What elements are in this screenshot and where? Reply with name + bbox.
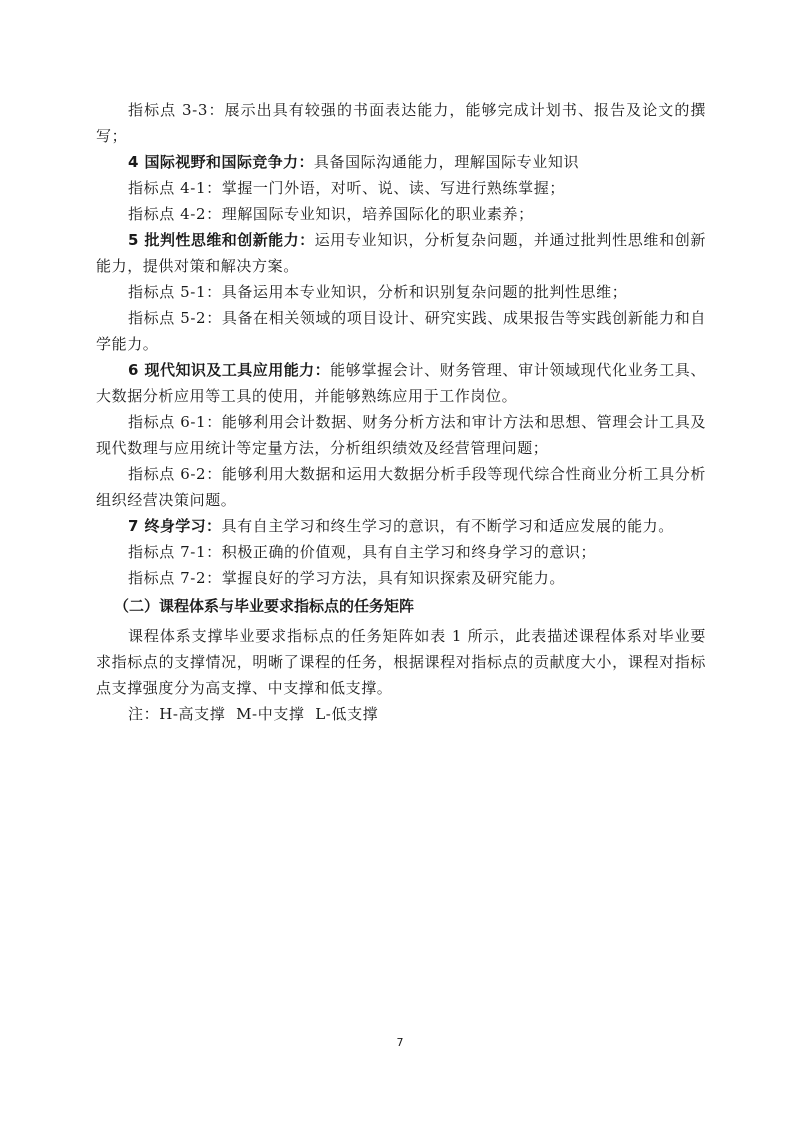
page-number: 7 <box>396 1036 404 1049</box>
paragraph-text: 具备国际沟通能力，理解国际专业知识 <box>313 153 580 171</box>
paragraph-indicator-7-1 <box>96 539 706 565</box>
paragraph-text: 指标点 5-1：具备运用本专业知识，分析和识别复杂问题的批判性思维； <box>128 283 628 301</box>
paragraph-indicator-4-2 <box>96 201 706 227</box>
paragraph-indicator-7-2 <box>96 565 706 591</box>
support-level-note: 注：H-高支撑 M-中支撑 L-低支撑 <box>128 705 379 723</box>
paragraph-text: 指标点 7-2：掌握良好的学习方法，具有知识探索及研究能力。 <box>128 569 565 587</box>
paragraph-indicator-5-2 <box>96 305 706 357</box>
paragraph-text: 指标点 4-1：掌握一门外语，对听、说、读、写进行熟练掌握； <box>128 179 565 197</box>
paragraph-heading: 7 终身学习： <box>128 517 222 535</box>
paragraph-indicator-5-1 <box>96 279 706 305</box>
paragraph-heading: 5 批判性思维和创新能力： <box>128 231 315 249</box>
paragraph-text: 指标点 6-2：能够利用大数据和运用大数据分析手段等现代综合性商业分析工具分析组织经营决策问题。 <box>96 465 706 509</box>
paragraph-indicator-6-2 <box>96 461 706 513</box>
paragraph-text: 指标点 3-3：展示出具有较强的书面表达能力，能够完成计划书、报告及论文的撰写； <box>96 101 706 145</box>
paragraph-text: 具有自主学习和终生学习的意识，有不断学习和适应发展的能力。 <box>221 517 674 535</box>
paragraph-text: 能够掌握会计、财务管理、审计领域现代化业务工具、大数据分析应用等工具的使用，并能够熟练应用于工作岗位。 <box>96 361 706 405</box>
paragraph-requirement-7 <box>96 513 706 539</box>
paragraph-text: 指标点 6-1：能够利用会计数据、财务分析方法和审计方法和思想、管理会计工具及现代数理与应用统计等定量方法，分析组织绩效及经营管理问题； <box>96 413 706 457</box>
paragraph-heading: 4 国际视野和国际竞争力： <box>128 153 314 171</box>
paragraph-text: 指标点 4-2：理解国际专业知识，培养国际化的职业素养； <box>128 205 534 223</box>
paragraph-matrix-intro: 课程体系支撑毕业要求指标点的任务矩阵如表 1 所示，此表描述课程体系对毕业要求指标点的支撑情况，明晰了课程的任务，根据课程对指标点的贡献度大小，课程对指标点支撑强度分为高支撑、中支撑和低支撑。 <box>96 627 706 697</box>
paragraph-text: 指标点 5-2：具备在相关领域的项目设计、研究实践、成果报告等实践创新能力和自学能力。 <box>96 309 706 353</box>
paragraph-indicator-6-1 <box>96 409 706 461</box>
paragraph-requirement-5 <box>96 227 706 279</box>
body-text <box>96 97 706 727</box>
paragraph-text: 运用专业知识，分析复杂问题，并通过批判性思维和创新能力，提供对策和解决方案。 <box>96 231 706 275</box>
paragraph-requirement-6 <box>96 357 706 409</box>
paragraph-text: 指标点 7-1：积极正确的价值观，具有自主学习和终身学习的意识； <box>128 543 597 561</box>
section-heading: （二）课程体系与毕业要求指标点的任务矩阵 <box>114 597 415 615</box>
paragraph-indicator-4-1 <box>96 175 706 201</box>
paragraph-requirement-4 <box>96 149 706 175</box>
paragraph-heading: 6 现代知识及工具应用能力： <box>128 361 331 379</box>
paragraph-indicator-3-3 <box>96 97 706 149</box>
